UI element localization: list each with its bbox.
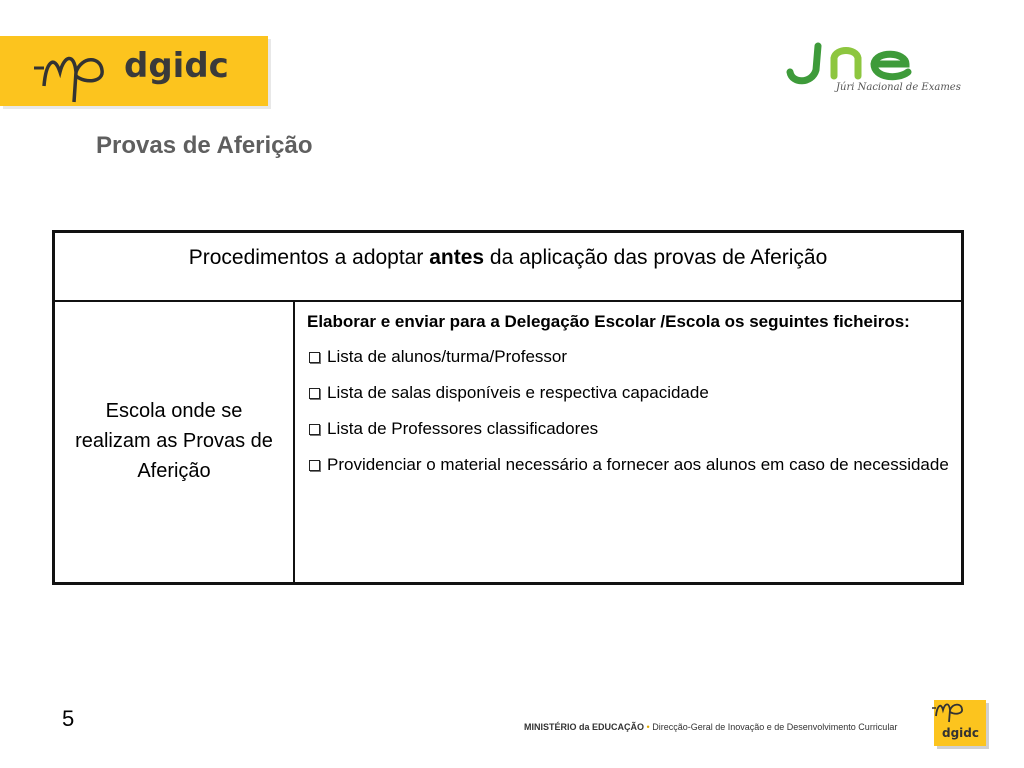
table-heading [55, 233, 961, 302]
list-item-text: Lista de alunos/turma/Professor [327, 347, 568, 366]
page-number: 5 [62, 706, 75, 731]
directorate-name: Direcção-Geral de Inovação e de Desenvolvimento Curricular [652, 722, 898, 732]
jne-mark-icon [786, 40, 956, 86]
dgidc-logo [0, 36, 268, 106]
ministry-name: MINISTÉRIO da EDUCAÇÃO [524, 722, 645, 732]
footer-dgidc-wordmark: dgidc [942, 726, 979, 740]
me-monogram-small-icon [930, 698, 970, 724]
school-cell-text: Escola onde se realizam as Provas de Aferição [75, 400, 273, 482]
table-heading-end: da aplicação das provas de Aferição [484, 246, 828, 269]
list-item-text: Providenciar o material necessário a fornecer aos alunos em caso de necessidade [327, 455, 949, 474]
list-item [307, 451, 949, 478]
footer-separator: • [646, 722, 650, 732]
school-cell [55, 300, 295, 582]
list-item [307, 343, 949, 370]
dgidc-wordmark: dgidc [124, 46, 229, 86]
list-item [307, 415, 949, 442]
me-monogram-icon [30, 42, 120, 106]
table-heading-start: Procedimentos a adoptar [188, 246, 430, 269]
tasks-cell [297, 300, 961, 582]
list-item [307, 379, 949, 406]
checkbox-bullet-icon [309, 460, 320, 471]
list-item-text: Lista de salas disponíveis e respectiva capacidade [327, 383, 709, 402]
footer-dgidc-logo [934, 700, 986, 746]
table-heading-emphasis: antes [429, 246, 485, 269]
jne-logo [786, 40, 966, 100]
tasks-intro: Elaborar e enviar para a Delegação Escolar /Escola os seguintes ficheiros: [307, 312, 910, 331]
checkbox-bullet-icon [309, 352, 320, 363]
procedures-table [52, 230, 964, 585]
page-title: Provas de Aferição [96, 132, 313, 159]
list-item-text: Lista de Professores classificadores [327, 419, 599, 438]
footer-ministry-line [524, 722, 897, 732]
tasks-list [307, 343, 949, 478]
jne-tagline: Júri Nacional de Exames [836, 82, 961, 93]
checkbox-bullet-icon [309, 424, 320, 435]
checkbox-bullet-icon [309, 388, 320, 399]
